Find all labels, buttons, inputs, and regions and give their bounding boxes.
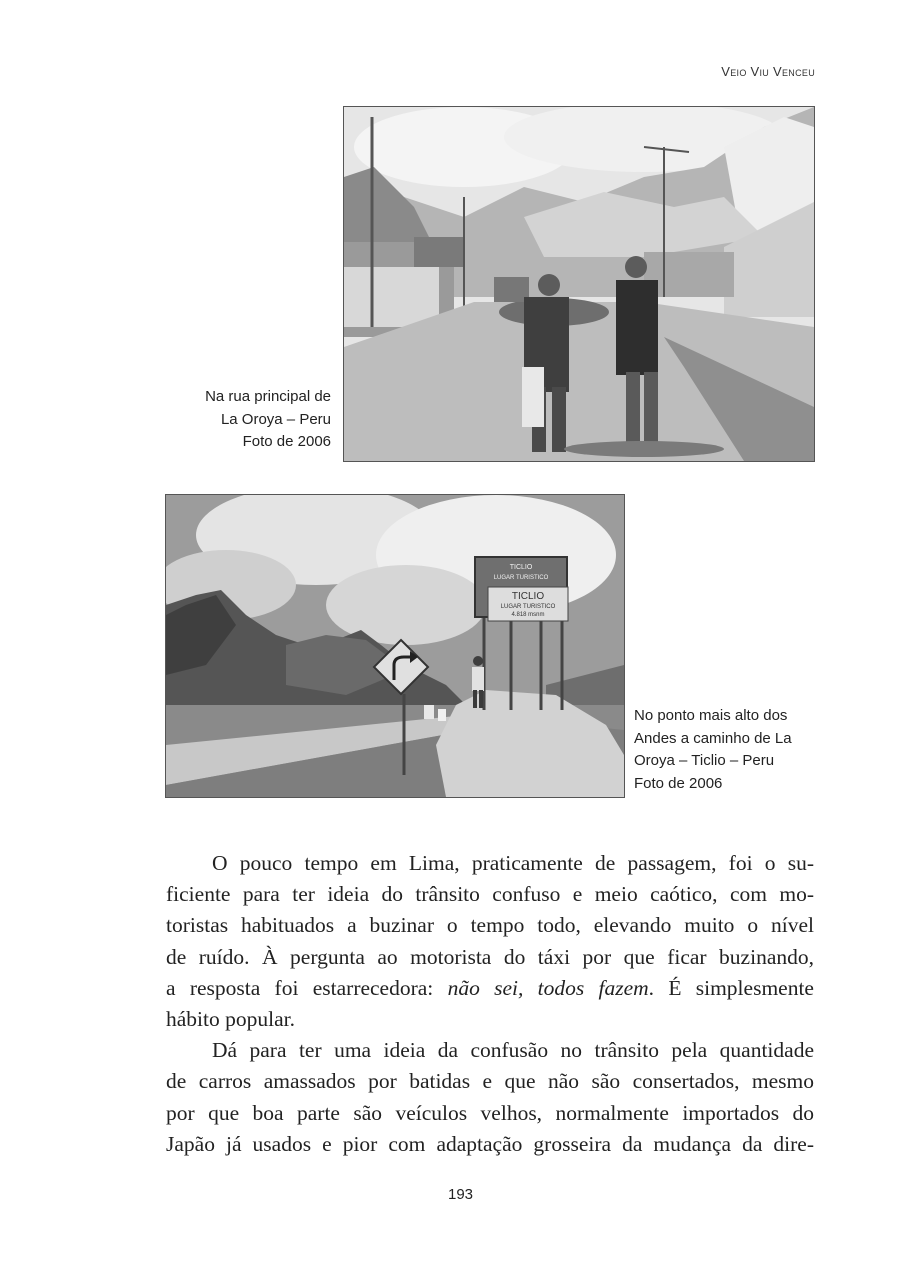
caption-line: Oroya – Ticlio – Peru xyxy=(634,752,775,769)
paragraph-1-line: O pouco tempo em Lima, praticamente de passagem, foi o su- xyxy=(212,851,814,875)
paragraph-1-line: de ruído. À pergunta ao motorista do táxi por que ficar buzinando, xyxy=(166,944,814,969)
caption-line: No ponto mais alto dos xyxy=(634,707,788,724)
caption-line: Andes a caminho de La xyxy=(634,729,792,747)
paragraph-1-line: ficiente para ter ideia do trânsito confuso e meio caótico, com mo- xyxy=(166,882,814,907)
photo-la-oroya-street-image xyxy=(344,107,814,461)
sign-text: TICLIO xyxy=(509,564,533,571)
paragraph-1-text: a resposta foi estarrecedora: xyxy=(166,975,448,1000)
paragraph-2-line: Dá para ter uma ideia da confusão no trânsito pela quantidade xyxy=(212,1038,814,1063)
paragraph-2-line: Japão já usados e pior com adaptação grosseira da mudança da dire- xyxy=(166,1131,814,1156)
photo-ticlio-andes xyxy=(165,494,625,798)
paragraph-2-line: de carros amassados por batidas e que não são consertados, mesmo xyxy=(166,1069,814,1094)
running-head: Veio Viu Venceu xyxy=(721,64,815,79)
body-text xyxy=(166,848,814,1160)
paragraph-2-line: por que boa parte são veículos velhos, normalmente importados do xyxy=(166,1100,814,1125)
caption-line: Na rua principal de xyxy=(205,388,331,405)
paragraph-1-text: . É simplesmente xyxy=(648,975,814,1000)
page-number: 193 xyxy=(447,1186,474,1203)
caption-line: La Oroya – Peru xyxy=(220,410,331,428)
sign-text: 4.818 msnm xyxy=(511,612,545,618)
sign-text: LUGAR TURISTICO xyxy=(493,575,549,581)
sign-text: TICLIO xyxy=(511,591,545,602)
paragraph-1-emphasis: não sei, todos fazem xyxy=(447,975,649,1000)
photo-la-oroya-street xyxy=(343,106,815,462)
caption-line: Foto de 2006 xyxy=(634,774,723,792)
paragraph-1-line: hábito popular. xyxy=(166,1007,295,1032)
photo-ticlio-andes-image xyxy=(166,495,624,797)
caption-line: Foto de 2006 xyxy=(242,433,331,450)
paragraph-1-line: toristas habituados a buzinar o tempo todo, elevando muito o nível xyxy=(166,913,814,938)
paragraph-1-line xyxy=(166,973,814,1004)
caption-ticlio xyxy=(634,705,792,795)
sign-text: LUGAR TURISTICO xyxy=(500,604,556,610)
caption-la-oroya xyxy=(205,386,331,454)
